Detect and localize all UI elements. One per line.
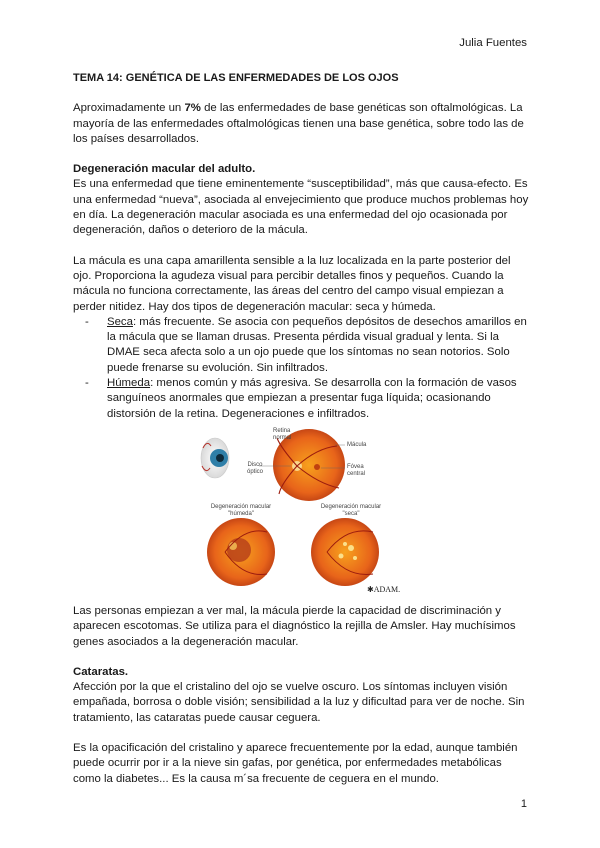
desc-humeda: : menos común y más agresiva. Se desarrolla con la formación de vasos sanguíneos anormales que empiezan a presentar fuga líquida; ocasionando distorsión de la retina. Degeneraciones e infiltrados. (107, 377, 517, 420)
author-name: Julia Fuentes (459, 37, 527, 49)
label-dry-amd: Degeneración macular "seca" (320, 503, 382, 517)
section-heading-dma: Degeneración macular del adulto. (73, 163, 256, 176)
label-normal-retina: Retina normal (273, 427, 292, 441)
document-body (73, 71, 529, 802)
intro-percent: 7% (184, 102, 201, 115)
page-number: 1 (520, 797, 527, 810)
cataratas-paragraph-1: Afección por la que el cristalino del ojo se vuelve oscuro. Los síntomas incluyen visión empañada, borrosa o doble visión; sensibilidad a la luz y dificultad para ver de noche. Sin tratamiento, las cataratas puede causar ceguera. (73, 681, 525, 724)
term-seca: Seca (107, 315, 133, 328)
list-item-humeda (107, 376, 529, 422)
retina-figure (197, 428, 417, 598)
section-heading-cataratas: Cataratas. (73, 665, 129, 678)
desc-seca: : más frecuente. Se asocia con pequeños depósitos de desechos amarillos en la mácula que se llaman drusas. Presenta pérdida visual gradual y lenta. Si la DMAE seca afecta solo a un ojo puede que los síntomas no sean notorios. Solo puede frenarse su evolución. Sin infiltrados. (107, 315, 527, 374)
dma-types-list (73, 315, 529, 422)
dma-paragraph-1: Es una enfermedad que tiene eminentemente “susceptibilidad”, más que causa-efecto. Es una enfermedad “nueva”, asociada al envejecimiento que produce muchos problemas hoy en día. La degeneración macular asociada es una enfermedad del ojo ocasionada por degeneración, daños o deterioro de la mácula. (73, 178, 529, 237)
intro-text-rest: de las enfermedades de base genéticas son oftalmológicas. La mayoría de las enfermedades oftalmológicas tienen una base genética, sobre todo las de los países desarrollados. (73, 102, 524, 145)
dry-amd-retina-icon (311, 518, 379, 586)
page-title: TEMA 14: GENÉTICA DE LAS ENFERMEDADES DE LOS OJOS (73, 72, 399, 84)
eyeball-icon (201, 438, 229, 478)
adam-logo: ✱ADAM. (367, 584, 401, 594)
label-optic-disc: Disco óptico (247, 461, 264, 475)
dma-paragraph-3: Las personas empiezan a ver mal, la mácula pierde la capacidad de discriminación y aparecen escotomas. Se utiliza para el diagnóstico la rejilla de Amsler. Hay muchísimos genes asociados a la degeneración macular. (73, 604, 516, 648)
cataratas-paragraph-2: Es la opacificación del cristalino y aparece frecuentemente por la edad, aunque también puede ocurrir por ir a la nieve sin gafas, por genética, por enfermedades metabólicas como la diabetes... Es la causa m´sa frecuente de ceguera en el mundo. (73, 742, 518, 785)
term-humeda: Húmeda (107, 377, 151, 390)
intro-paragraph (73, 101, 529, 147)
dma-paragraph-2: La mácula es una capa amarillenta sensible a la luz localizada en la parte posterior del ojo. Proporciona la agudeza visual para percibir detalles finos y pequeños. Cuando la mácula no funciona correctamente, las áreas del centro del campo visual empiezan a perder nitidez. Hay dos tipos de degeneración macular: seca y húmeda. (73, 254, 511, 313)
list-item-seca (107, 315, 529, 376)
wet-amd-retina-icon (207, 518, 275, 586)
intro-text: Aproximadamente un (73, 102, 185, 115)
label-macula: Mácula (347, 441, 367, 448)
label-fovea: Fóvea central (347, 463, 366, 477)
label-wet-amd: Degeneración macular "húmeda" (210, 503, 272, 517)
